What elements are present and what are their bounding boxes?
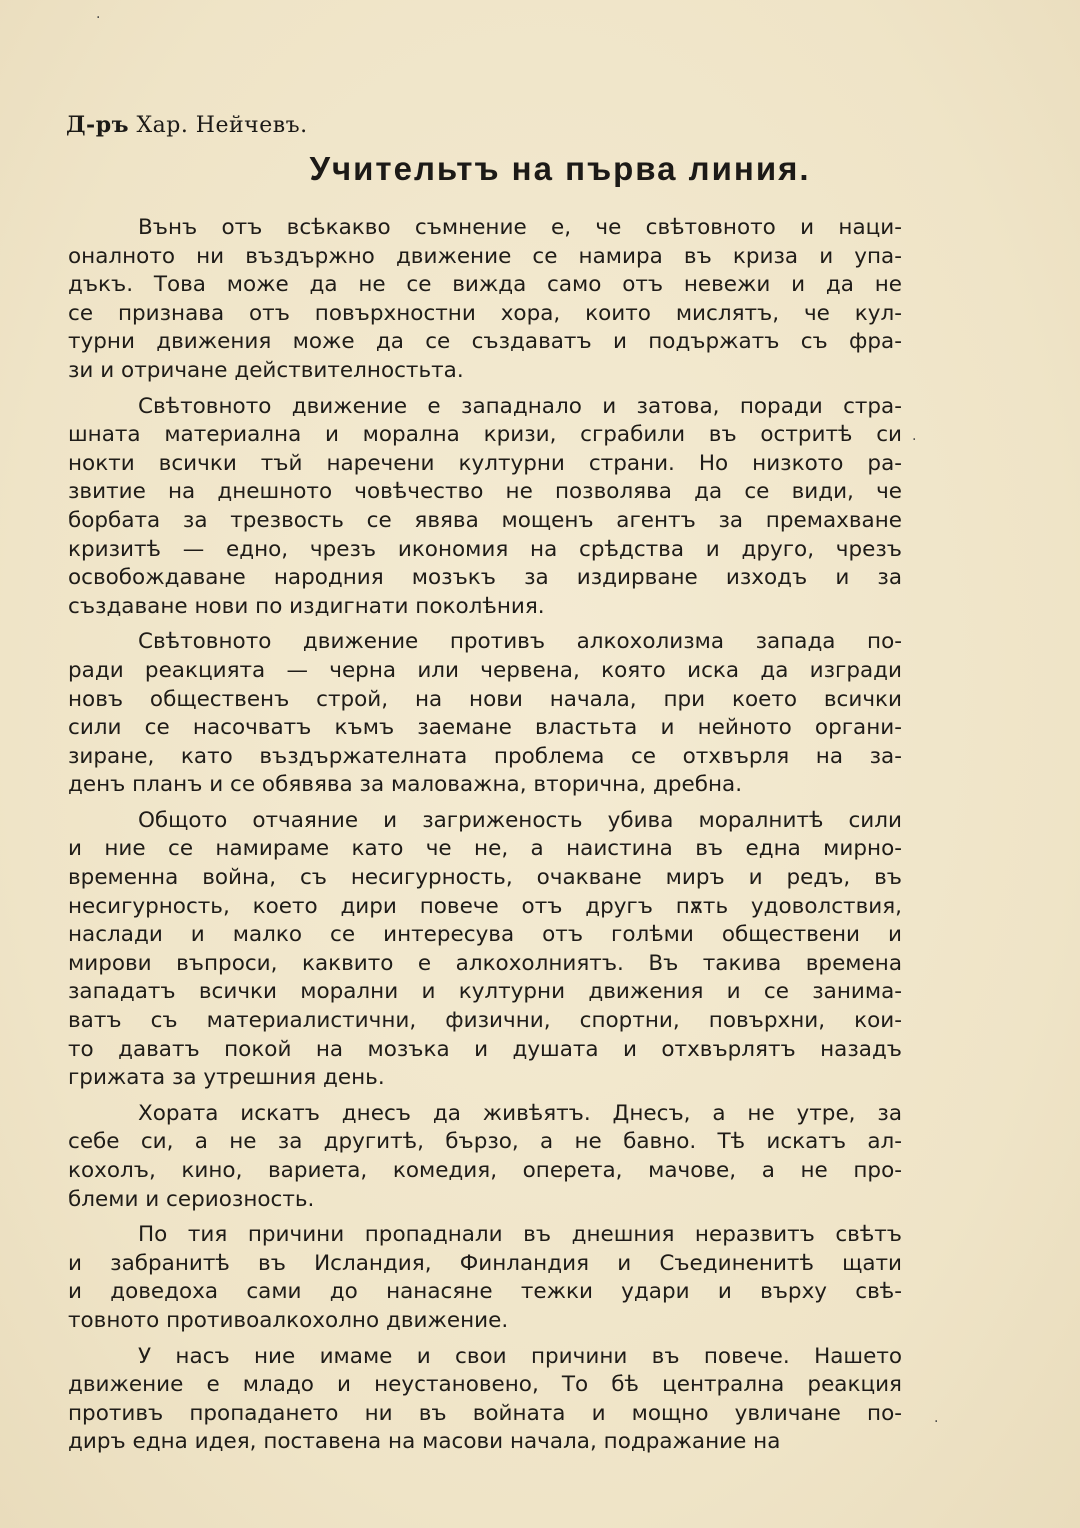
text-line: оналното ни въздържно движение се намира въ криза и упа- <box>68 243 902 269</box>
author-name: Хар. Нейчевъ. <box>136 113 308 138</box>
text-line: кохолъ, кино, вариета, комедия, оперета, мачове, а не про- <box>68 1158 902 1183</box>
text-line: мирови въпроси, каквито е алкохолниятъ. Въ такива времена <box>68 950 902 976</box>
text-line: то даватъ покой на мозъка и душата и отхвърлятъ назадъ <box>68 1036 902 1062</box>
paragraph <box>68 807 902 1093</box>
paragraph <box>68 1343 902 1457</box>
text-line: и забранитѣ въ Исландия, Финландия и Съединенитѣ щати <box>68 1250 902 1276</box>
paragraph <box>68 1221 902 1335</box>
text-line: денъ планъ и се обявява за маловажна, вторична, дребна. <box>68 772 743 798</box>
text-line: Свѣтовното движение е западнало и затова, поради стра- <box>138 393 902 419</box>
text-line: грижата за утрешния день. <box>68 1065 385 1091</box>
text-line: дъкъ. Това може да не се вижда само отъ невежи и да не <box>68 272 902 298</box>
text-line: кризитѣ — едно, чрезъ икономия на срѣдства и друго, чрезъ <box>68 536 902 562</box>
text-line: и ние се намираме като че не, а наистина въ една мирно- <box>68 836 902 862</box>
text-line: По тия причини пропаднали въ днешния неразвитъ свѣтъ <box>138 1222 902 1248</box>
text-line: диръ една идея, поставена на масови начала, подражание на <box>68 1429 781 1455</box>
paragraph <box>68 628 902 800</box>
text-line: звитие на днешното човѣчество не позволява да се види, че <box>68 479 902 505</box>
paragraph <box>68 393 902 622</box>
text-line: нокти всички тъй наречени културни страни. Но низкото ра- <box>68 450 902 476</box>
text-line: създаване нови по издигнати поколѣния. <box>68 593 545 619</box>
author-title: Д-ръ <box>66 112 129 138</box>
text-line: блеми и сериозность. <box>68 1186 315 1212</box>
text-line: Свѣтовното движение противъ алкохолизма запада по- <box>138 629 902 655</box>
text-line: товното противоалкохолно движение. <box>68 1307 509 1333</box>
text-line: У насъ ние имаме и свои причини въ повече. Нашето <box>138 1343 902 1369</box>
scan-speck: · <box>934 1414 939 1430</box>
text-line: себе си, а не за другитѣ, бързо, а не бавно. Тѣ искатъ ал- <box>68 1129 902 1155</box>
scan-speck: · <box>912 432 917 448</box>
text-line: сили се насочватъ къмъ заемане властьта и нейното органи- <box>68 715 902 741</box>
text-line: движение е младо и неустановено, То бѣ централна реакция <box>68 1372 902 1398</box>
text-line: ради реакцията — черна или червена, която иска да изгради <box>68 657 902 683</box>
author-line <box>66 112 308 138</box>
text-line: зиране, като въздържателната проблема се отхвърля на за- <box>68 743 902 769</box>
text-line: освобождаване народния мозъкъ за издирване изходъ и за <box>68 565 902 591</box>
scan-speck: · <box>96 10 101 26</box>
text-line: и доведоха сами до нанасяне тежки удари и върху свѣ- <box>68 1279 902 1305</box>
text-line: борбата за трезвость се явява мощенъ агентъ за премахване <box>68 507 902 533</box>
text-line: временна война, съ несигурность, очакване миръ и редъ, въ <box>68 865 902 891</box>
article-body <box>68 214 902 1464</box>
text-line: Вънъ отъ всѣкакво съмнение е, че свѣтовното и наци- <box>138 215 902 240</box>
paragraph <box>68 1100 902 1214</box>
text-line: новъ общественъ строй, на нови начала, при което всички <box>68 686 902 712</box>
text-line: зи и отричане действителностьта. <box>68 357 464 383</box>
paragraph <box>68 214 902 386</box>
text-line: турни движения може да се създаватъ и подържатъ съ фра- <box>68 329 902 355</box>
text-line: Хората искатъ днесъ да живѣятъ. Днесъ, а не утре, за <box>138 1100 902 1126</box>
text-line: несигурность, което дири повече отъ другъ пѫть удоволствия, <box>68 893 902 919</box>
text-line: шната материална и морална кризи, сграбили въ остритѣ си <box>68 422 902 448</box>
text-line: противъ пропадането ни въ войната и мощно увличане по- <box>68 1400 902 1426</box>
text-line: Общото отчаяние и загриженость убива моралнитѣ сили <box>138 807 902 833</box>
article-title: Учительтъ на първа линия. <box>309 150 811 187</box>
text-line: наслади и малко се интересува отъ голѣми обществени и <box>68 922 902 948</box>
text-line: западатъ всички морални и културни движения и се занима- <box>68 979 902 1005</box>
text-line: ватъ съ материалистични, физични, спортни, повърхни, кои- <box>68 1008 902 1034</box>
text-line: се признава отъ повърхностни хора, които мислятъ, че кул- <box>68 300 902 326</box>
